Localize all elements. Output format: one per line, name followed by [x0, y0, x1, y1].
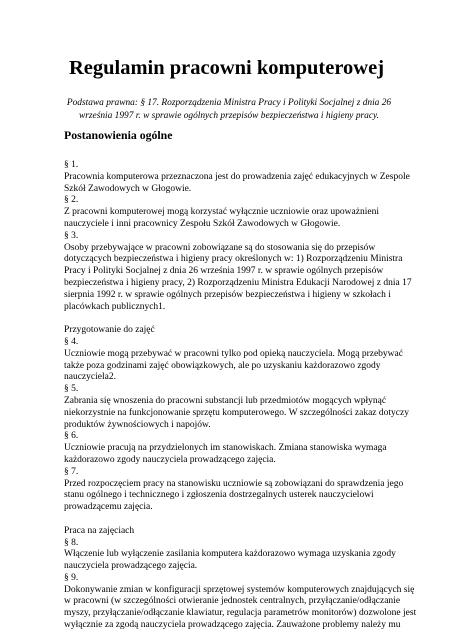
text-line: Z pracowni komputerowej mogą korzystać wyłącznie uczniowie oraz upoważnieni: [64, 207, 379, 218]
text-line: niekorzystnie na funkcjonowanie sprzętu komputerowego. W szczególności zakaz dotyczy: [64, 407, 409, 418]
paragraph-gap: [64, 313, 394, 325]
text-line: § 4.: [64, 336, 79, 347]
text-line: Włączenie lub wyłączenie zasilania komputera każdorazowo wymaga uzyskania zgody: [64, 549, 396, 560]
section-heading: Postanowienia ogólne: [64, 128, 173, 142]
text-line: Dokonywanie zmian w konfiguracji sprzętowej systemów komputerowych znajdujących się: [64, 584, 415, 595]
text-line: placówkach publicznych1.: [64, 301, 166, 312]
legal-basis-line: Podstawa prawna: § 17. Rozporządzenia Ministra Pracy i Polityki Socjalnej z dnia 26: [66, 98, 392, 108]
text-line: sierpnia 1992 r. w sprawie ogólnych przepisów bezpieczeństwa i higieny w szkołach i: [64, 289, 391, 300]
text-line: nauczyciele i inni pracownicy Zespołu Szkół Zawodowych w Głogowie.: [64, 218, 341, 229]
text-line: Przed rozpoczęciem pracy na stanowisku uczniowie są zobowiązani do sprawdzenia jego: [64, 478, 404, 489]
text-line: Uczniowie mogą przebywać w pracowni tylko pod opieką nauczyciela. Mogą przebywać: [64, 348, 403, 359]
text-line: Zabrania się wnoszenia do pracowni substancji lub przedmiotów mogących wpłynąć: [64, 395, 387, 406]
text-line: nauczyciela2.: [64, 372, 116, 383]
text-line: § 7.: [64, 466, 79, 477]
page-title: Regulamin pracowni komputerowej: [68, 57, 385, 79]
text-line: Przygotowanie do zajęć: [64, 325, 155, 336]
text-line: produktów żywnościowych i napojów.: [64, 419, 211, 430]
text-line: § 2.: [64, 195, 79, 206]
text-line: Uczniowie pracują na przydzielonych im stanowiskach. Zmiana stanowiska wymaga: [64, 443, 387, 454]
text-line: § 8.: [64, 537, 79, 548]
text-line: § 3.: [64, 230, 79, 241]
text-line: § 5.: [64, 384, 79, 395]
text-line: także poza godzinami zajęć obowiązkowych, ale po uzyskaniu każdorazowo zgody: [64, 360, 381, 371]
text-line: § 6.: [64, 431, 79, 442]
text-line: Osoby przebywające w pracowni zobowiązane są do stosowania się do przepisów: [64, 242, 376, 253]
text-line: prowadzącemu zajęcia.: [64, 502, 153, 513]
text-line: § 9.: [64, 572, 79, 583]
text-line: Szkół Zawodowych w Głogowie.: [64, 183, 192, 194]
text-line: każdorazowo zgody nauczyciela prowadzącego zajęcia.: [64, 454, 276, 465]
text-line: stanu ogólnego i technicznego i zgłoszenia dostrzegalnych usterek nauczycielowi: [64, 490, 374, 501]
text-line: dotyczących bezpieczeństwa i higieny pracy określonych w: 1) Rozporządzeniu Ministra: [64, 254, 403, 265]
paragraph-gap: [64, 514, 394, 526]
text-line: Praca na zajęciach: [64, 525, 135, 536]
legal-basis: [64, 97, 394, 123]
text-line: wyłącznie za zgodą nauczyciela prowadzącego zajęcia. Zauważone problemy należy mu: [64, 620, 401, 631]
text-line: w pracowni (w szczególności otwieranie jednostek centralnych, przyłączanie/odłączanie: [64, 596, 401, 607]
legal-basis-line: września 1997 r. w sprawie ogólnych przepisów bezpieczeństwa i higieny pracy.: [79, 111, 379, 121]
text-line: nauczyciela prowadzącego zajęcia.: [64, 561, 198, 572]
text-line: § 1.: [64, 160, 79, 170]
text-line: bezpieczeństwa i higieny pracy, 2) Rozporządzeniu Ministra Edukacji Narodowej z dnia 17: [64, 277, 412, 288]
text-line: myszy, przyłączanie/odłączanie klawiatur, regulacja parametrów monitorów) dozwolone jest: [64, 608, 417, 619]
text-line: Pracy i Polityki Socjalnej z dnia 26 września 1997 r. w sprawie ogólnych przepisów: [64, 266, 384, 277]
text-line: Pracownia komputerowa przeznaczona jest do prowadzenia zajęć edukacyjnych w Zespole: [64, 171, 410, 182]
regulation-body: [64, 160, 417, 632]
